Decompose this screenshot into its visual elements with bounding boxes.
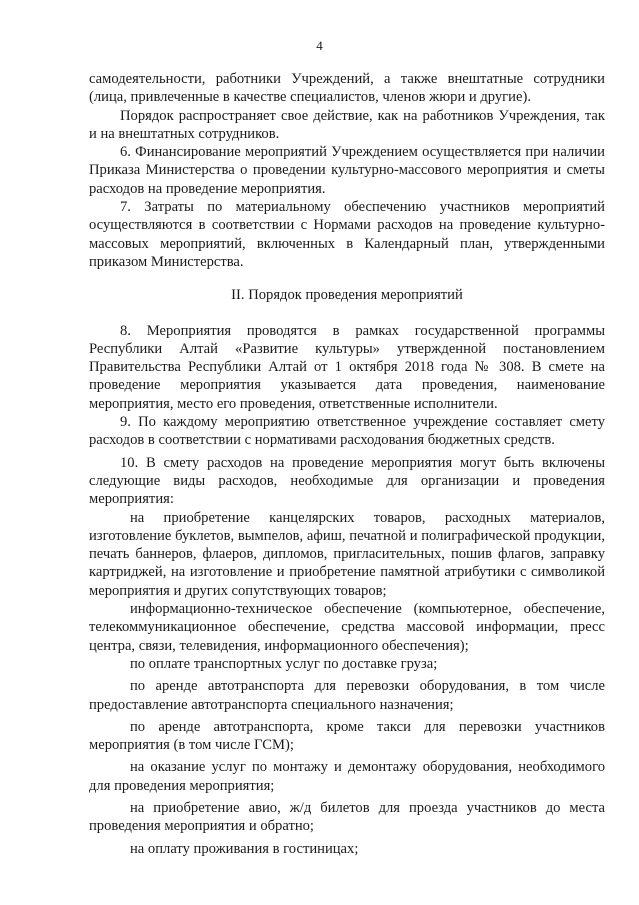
list-item-it-support: информационно-техническое обеспечение (компьютерное, обеспечение, телекоммуникационное обеспечение, средства массовой информации, пресс центра, связи, телевидения, информационного обеспечения);	[89, 601, 605, 654]
list-item-participant-transport: по аренде автотранспорта, кроме такси для перевозки участников мероприятия (в том числе ГСМ);	[89, 718, 605, 754]
list-item-installation: на оказание услуг по монтажу и демонтажу оборудования, необходимого для проведения мероприятия;	[89, 759, 605, 794]
list-item-tickets: на приобретение авио, ж/д билетов для проезда участников до места проведения мероприятия и обратно;	[89, 799, 605, 835]
document-body	[89, 70, 605, 858]
paragraph-scope: Порядок распространяет свое действие, как на работников Учреждения, так и на внештатных сотрудников.	[89, 107, 605, 142]
paragraph-6-financing: 6. Финансирование мероприятий Учреждением осуществляется при наличии Приказа Министерства о проведении культурно-массового мероприятия и сметы расходов на проведение мероприятия.	[89, 144, 605, 197]
list-item-cargo-transport: по оплате транспортных услуг по доставке груза;	[130, 655, 438, 672]
paragraph-8-program: 8. Мероприятия проводятся в рамках государственной программы Республики Алтай «Развитие культуры» утвержденной постановлением Правительства Республики Алтай от 1 октября 2018 года № 308. В смете на проведение мероприятия указывается дата проведения, наименование мероприятия, место его проведения, ответственные исполнители.	[89, 322, 605, 412]
page-number: 4	[316, 38, 323, 53]
paragraph-10-expense-types: 10. В смету расходов на проведение мероприятия могут быть включены следующие виды расходов, необходимые для организации и проведения мероприятия:	[89, 454, 605, 508]
list-item-equipment-transport: по аренде автотранспорта для перевозки оборудования, в том числе предоставление автотранспорта специального назначения;	[89, 678, 605, 713]
list-item-hotels: на оплату проживания в гостиницах;	[130, 840, 359, 857]
list-item-stationery: на приобретение канцелярских товаров, расходных материалов, изготовление буклетов, вымпелов, афиш, печатной и полиграфической продукции, печать баннеров, флаеров, дипломов, пригласительных, пошив флагов, заправку картриджей, на изготовление и приобретение памятной атрибутики с символикой мероприятия и других сопутствующих товаров;	[89, 509, 605, 599]
paragraph-continuation: самодеятельности, работники Учреждений, а также внештатные сотрудники (лица, привлеченные в качестве специалистов, членов жюри и другие).	[89, 71, 605, 106]
paragraph-9-estimate: 9. По каждому мероприятию ответственное учреждение составляет смету расходов в соответствии с нормативами расходования бюджетных средств.	[89, 414, 605, 449]
section-heading: II. Порядок проведения мероприятий	[231, 287, 463, 304]
paragraph-7-expenses: 7. Затраты по материальному обеспечению участников мероприятий осуществляются в соответствии с Нормами расходов на проведение культурно-массовых мероприятий, включенных в Календарный план, утвержденными приказом Министерства.	[89, 199, 605, 270]
